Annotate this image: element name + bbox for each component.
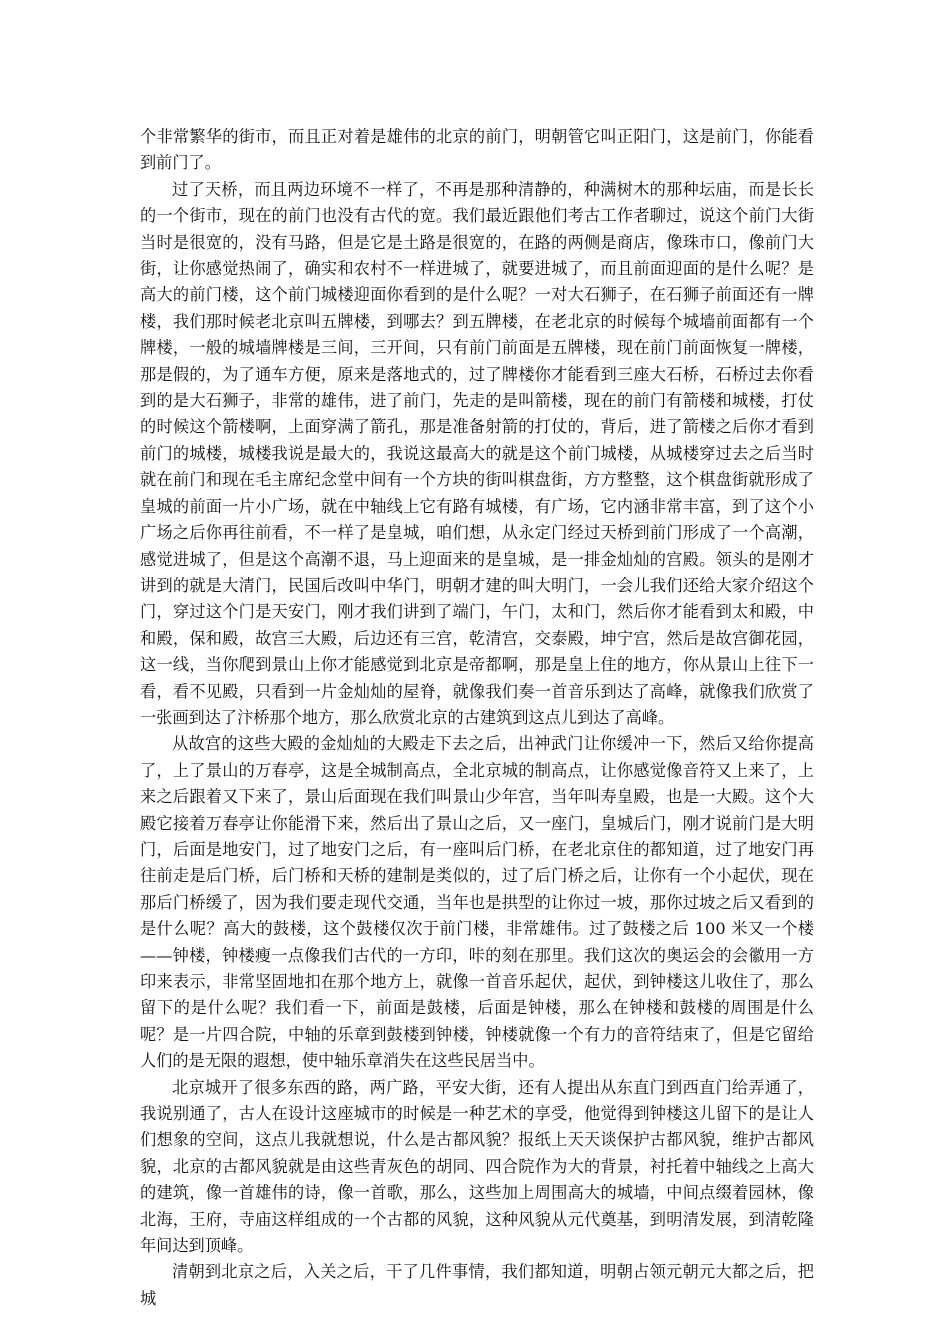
paragraph-3: 从故宫的这些大殿的金灿灿的大殿走下去之后，出神武门让你缓冲一下，然后又给你提高了，上了景山的万春亭，这是全城制高点，全北京城的制高点，让你感觉像音符又上来了，上来之后跟着又下来了，景山后面现在我们叫景山少年宫，当年叫寿皇殿，也是一大殿。这个大殿它接着万春亭让你能滑下来，然后出了景山之后，又一座门，皇城后门，刚才说前门是大明门，后面是地安门，过了地安门之后，有一座叫后门桥，在老北京住的都知道，过了地安门再往前走是后门桥，后门桥和天桥的建制是类似的，过了后门桥之后，让你有一个小起伏，现在那后门桥缓了，因为我们要走现代交通，当年也是拱型的让你过一坡，那你过坡之后又看到的是什么呢？高大的鼓楼，这个鼓楼仅次于前门楼，非常雄伟。过了鼓楼之后 100 米又一个楼——钟楼，钟楼瘦一点像我们古代的一方印，咔的刻在那里。我们这次的奥运会的会徽用一方印来表示，非常坚固地扣在那个地方上，就像一首音乐起伏，起伏，到钟楼这儿收住了，那么留下的是什么呢？我们看一下，前面是鼓楼，后面是钟楼，那么在钟楼和鼓楼的周围是什么呢？是一片四合院，中轴的乐章到鼓楼到钟楼，钟楼就像一个有力的音符结束了，但是它留给人们的是无限的遐想，使中轴乐章消失在这些民居当中。 xyxy=(140,734,814,1071)
paragraph-2: 过了天桥，而且两边环境不一样了，不再是那种清静的，种满树木的那种坛庙，而是长长的一个街市，现在的前门也没有古代的宽。我们最近跟他们考古工作者聊过，说这个前门大街当时是很宽的，没有马路，但是它是土路是很宽的，在路的两侧是商店，像珠市口，像前门大街，让你感觉热闹了，确实和农村不一样进城了，就要进城了，而且前面迎面的是什么呢？是高大的前门楼，这个前门城楼迎面你看到的是什么呢？一对大石狮子，在石狮子前面还有一牌楼，我们那时候老北京叫五牌楼，到哪去？到五牌楼，在老北京的时候每个城墙前面都有一个牌楼，一般的城墙牌楼是三间，三开间，只有前门前面是五牌楼，现在前门前面恢复一牌楼，那是假的，为了通车方便，原来是落地式的，过了牌楼你才能看到三座大石桥，石桥过去你看到的是大石狮子，非常的雄伟，进了前门，先走的是叫箭楼，现在的前门有箭楼和城楼，打仗的时候这个箭楼啊，上面穿满了箭孔，那是准备射箭的打仗的，背后，进了箭楼之后你才看到前门的城楼，城楼我说是最大的，我说这最高大的就是这个前门城楼，从城楼穿过去之后当时就在前门和现在毛主席纪念堂中间有一个方块的街叫棋盘街，方方整整，这个棋盘街就形成了皇城的前面一片小广场，就在中轴线上它有路有城楼，有广场，它内涵非常丰富，到了这个小广场之后你再往前看，不一样了是皇城，咱们想，从永定门经过天桥到前门形成了一个高潮，感觉进城了，但是这个高潮不退，马上迎面来的是皇城，是一排金灿灿的宫殿。领头的是刚才讲到的就是大清门，民国后改叫中华门，明朝才建的叫大明门，一会儿我们还给大家介绍这个门，穿过这个门是天安门，刚才我们讲到了端门，午门，太和门，然后你才能看到太和殿，中和殿，保和殿，故宫三大殿，后边还有三宫，乾清宫，交泰殿，坤宁宫，然后是故宫御花园，这一线，当你爬到景山上你才能感觉到北京是帝都啊，那是皇上住的地方，你从景山上往下一看，看不见殿，只看到一片金灿灿的屋脊，就像我们奏一首音乐到达了高峰，就像我们欣赏了一张画到达了汴桥那个地方，那么欣赏北京的古建筑到这点儿到达了高峰。 xyxy=(140,179,814,727)
paragraph-1: 个非常繁华的街市，而且正对着是雄伟的北京的前门，明朝管它叫正阳门，这是前门，你能看到前门了。 xyxy=(140,127,814,173)
paragraph-5: 清朝到北京之后，入关之后，干了几件事情，我们都知道，明朝占领元朝元大都之后，把城 xyxy=(140,1262,814,1308)
paragraph-4: 北京城开了很多东西的路，两广路，平安大街，还有人提出从东直门到西直门给弄通了，我说别通了，古人在设计这座城市的时候是一种艺术的享受，他觉得到钟楼这儿留下的是让人们想象的空间，这点儿我就想说，什么是古都风貌？报纸上天天谈保护古都风貌，维护古都风貌，北京的古都风貌就是由这些青灰色的胡同、四合院作为大的背景，衬托着中轴线之上高大的建筑，像一首雄伟的诗，像一首歌，那么，这些加上周围高大的城墙，中间点缀着园林，像北海，王府，寺庙这样组成的一个古都的风貌，这种风貌从元代奠基，到明清发展，到清乾隆年间达到顶峰。 xyxy=(140,1077,814,1256)
document-page xyxy=(140,124,814,1312)
